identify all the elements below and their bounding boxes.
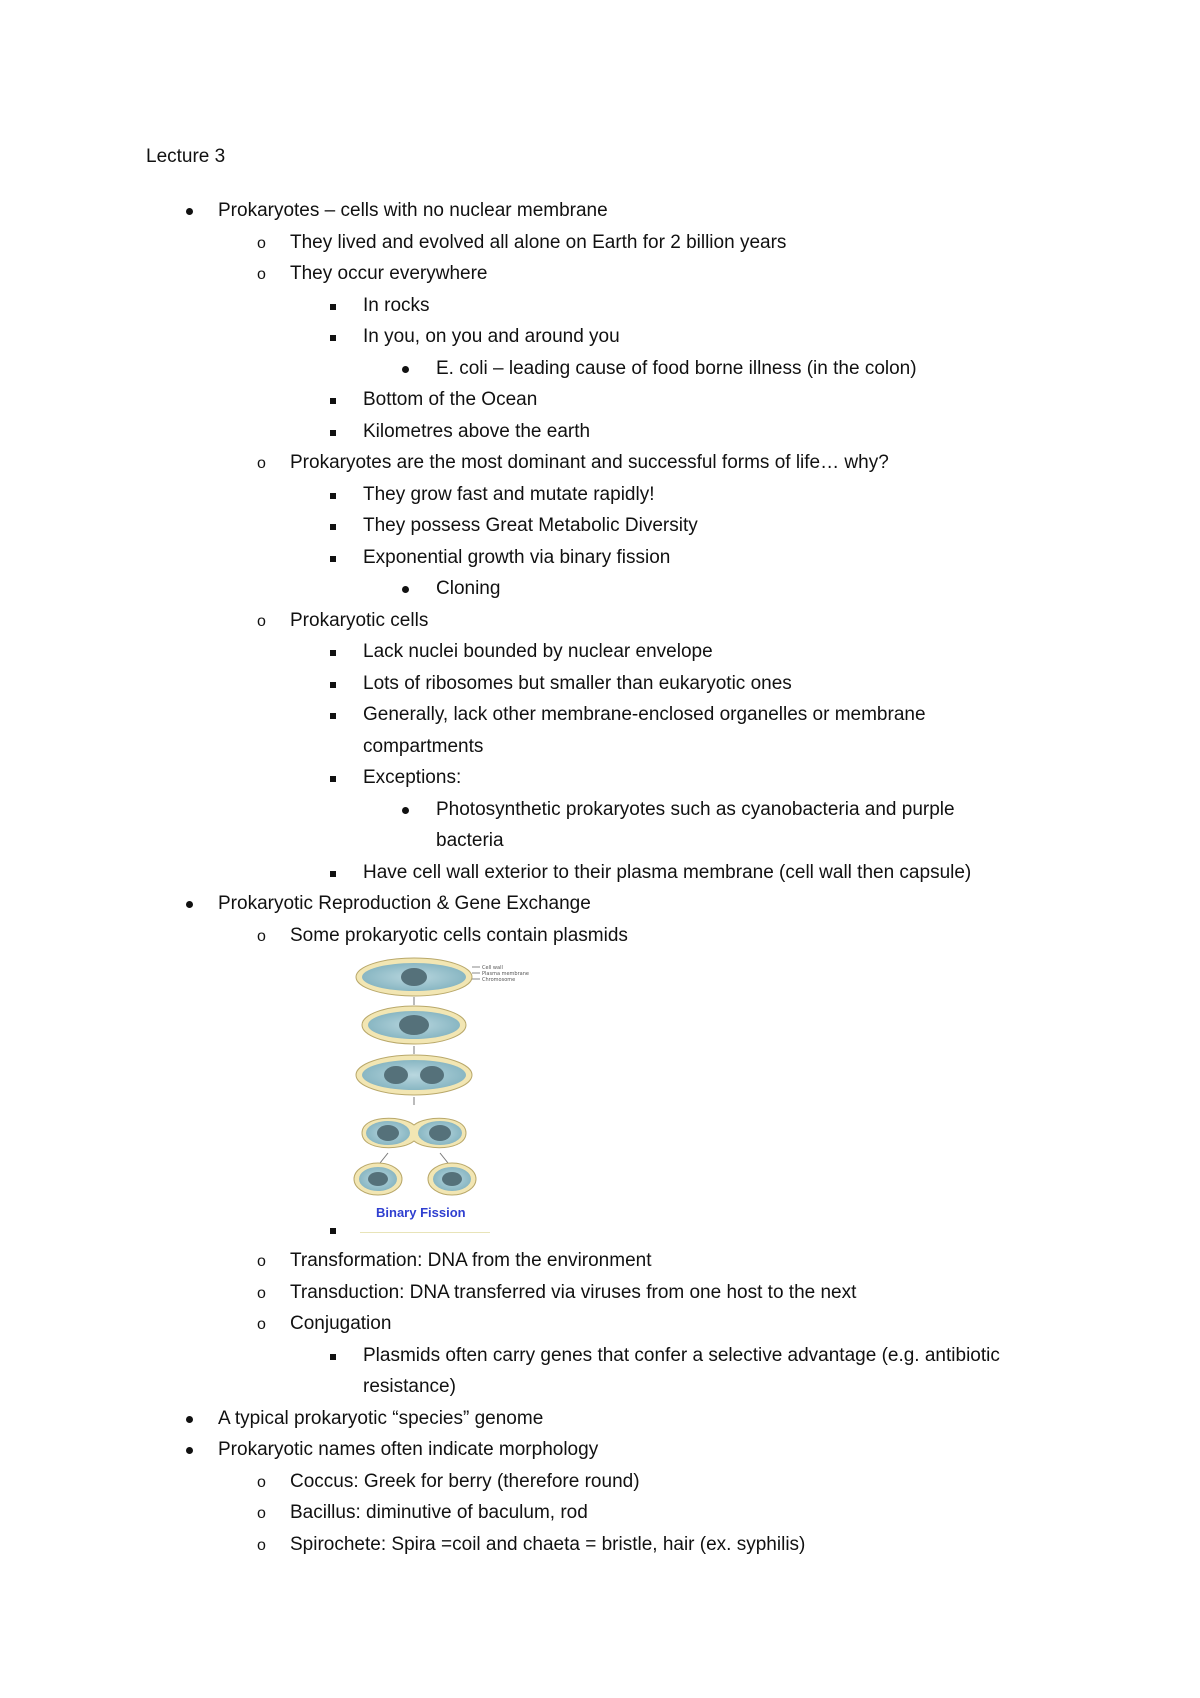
outline-item-level-2: Bacillus: diminutive of baculum, rod <box>290 1502 588 1523</box>
bullet-square <box>330 713 336 719</box>
binary-fission-figure <box>352 955 529 1235</box>
bullet-circle: o <box>257 1536 266 1554</box>
outline-item-level-1: Prokaryotic Reproduction & Gene Exchange <box>218 893 591 914</box>
bullet-square <box>330 1354 336 1360</box>
bullet-dot <box>186 1447 193 1454</box>
outline-item-level-3: In you, on you and around you <box>363 326 620 347</box>
figure-labels <box>482 965 529 983</box>
outline-item-level-4: E. coli – leading cause of food borne illness (in the colon) <box>436 357 917 379</box>
bullet-square <box>330 1228 336 1234</box>
bullet-square <box>330 776 336 782</box>
bullet-dot <box>186 901 193 908</box>
bullet-circle: o <box>257 1253 266 1270</box>
bullet-square <box>330 682 336 688</box>
outline-item-level-3: In rocks <box>363 294 430 316</box>
cell-stage-3 <box>356 1055 472 1095</box>
bullet-square <box>330 493 336 499</box>
figure-label: Chromosome <box>482 977 516 983</box>
bullet-dot <box>402 586 409 593</box>
outline-item-level-3: Kilometres above the earth <box>363 420 591 442</box>
page-title: Lecture 3 <box>146 146 226 167</box>
bullet-circle: o <box>257 1316 266 1333</box>
outline-item-level-3: Exponential growth via binary fission <box>363 546 671 568</box>
outline-item-level-2: Transduction: DNA transferred via viruses from one host to the next <box>290 1281 857 1303</box>
figure-label: Cell wall <box>482 965 503 971</box>
bullet-circle: o <box>257 1505 266 1522</box>
bullet-dot <box>186 1416 193 1423</box>
outline-item-level-2: Prokaryotes are the most dominant and successful forms of life… why? <box>290 452 889 473</box>
outline-item-level-2: Coccus: Greek for berry (therefore round) <box>290 1470 640 1492</box>
bullet-square <box>330 556 336 562</box>
outline-item-level-3: resistance) <box>363 1376 456 1397</box>
outline-item-level-2: They occur everywhere <box>290 263 488 284</box>
bullet-circle: o <box>257 1284 266 1302</box>
outline-item-level-3: They grow fast and mutate rapidly! <box>363 483 655 505</box>
outline-item-level-3: Exceptions: <box>363 767 462 788</box>
bullet-circle: o <box>257 927 266 945</box>
bullet-square <box>330 398 336 404</box>
figure-divider <box>360 1232 490 1233</box>
outline-item-level-2: Prokaryotic cells <box>290 609 429 631</box>
bullet-square <box>330 524 336 530</box>
bullet-circle: o <box>257 266 266 283</box>
outline-item-level-3: Bottom of the Ocean <box>363 389 538 410</box>
outline-item-level-3: compartments <box>363 735 484 757</box>
figure-label: Plasma membrane <box>482 971 529 977</box>
bullet-square <box>330 430 336 436</box>
bullet-circle: o <box>257 234 266 252</box>
outline-item-level-4: Cloning <box>436 578 501 599</box>
outline-item-level-3: Plasmids often carry genes that confer a selective advantage (e.g. antibiotic <box>363 1344 1000 1366</box>
outline-item-level-1: A typical prokaryotic “species” genome <box>218 1407 544 1429</box>
outline-item-level-2: Spirochete: Spira =coil and chaeta = bristle, hair (ex. syphilis) <box>290 1533 806 1555</box>
bullet-circle: o <box>257 612 266 630</box>
outline-item-level-2: Transformation: DNA from the environment <box>290 1250 652 1271</box>
bullet-square <box>330 650 336 656</box>
bullet-dot <box>402 366 409 373</box>
outline-item-level-3: Lack nuclei bounded by nuclear envelope <box>363 641 713 662</box>
outline-item-level-3: Have cell wall exterior to their plasma membrane (cell wall then capsule) <box>363 861 972 883</box>
outline-item-level-4: Photosynthetic prokaryotes such as cyanobacteria and purple <box>436 798 955 820</box>
cell-stage-5 <box>354 1163 476 1195</box>
bullet-square <box>330 304 336 310</box>
bullet-square <box>330 335 336 341</box>
cell-stage-2 <box>362 1006 466 1044</box>
figure-caption: Binary Fission <box>376 1205 466 1220</box>
outline-item-level-2: They lived and evolved all alone on Earth for 2 billion years <box>290 231 787 253</box>
cell-stage-4 <box>362 1118 466 1147</box>
cell-stage-1 <box>356 958 480 996</box>
outline-item-level-4: bacteria <box>436 830 504 851</box>
bullet-square <box>330 871 336 877</box>
bullet-circle: o <box>257 1473 266 1491</box>
outline-item-level-3: Lots of ribosomes but smaller than eukaryotic ones <box>363 672 792 694</box>
outline-item-level-3: They possess Great Metabolic Diversity <box>363 515 698 536</box>
outline-item-level-2: Conjugation <box>290 1313 392 1334</box>
bullet-circle: o <box>257 455 266 472</box>
outline-item-level-2: Some prokaryotic cells contain plasmids <box>290 924 628 946</box>
outline-item-level-1: Prokaryotic names often indicate morphology <box>218 1439 599 1460</box>
bullet-dot <box>402 807 409 814</box>
outline-item-level-3: Generally, lack other membrane-enclosed organelles or membrane <box>363 704 926 725</box>
outline-item-level-1: Prokaryotes – cells with no nuclear membrane <box>218 200 608 221</box>
bullet-dot <box>186 208 193 215</box>
